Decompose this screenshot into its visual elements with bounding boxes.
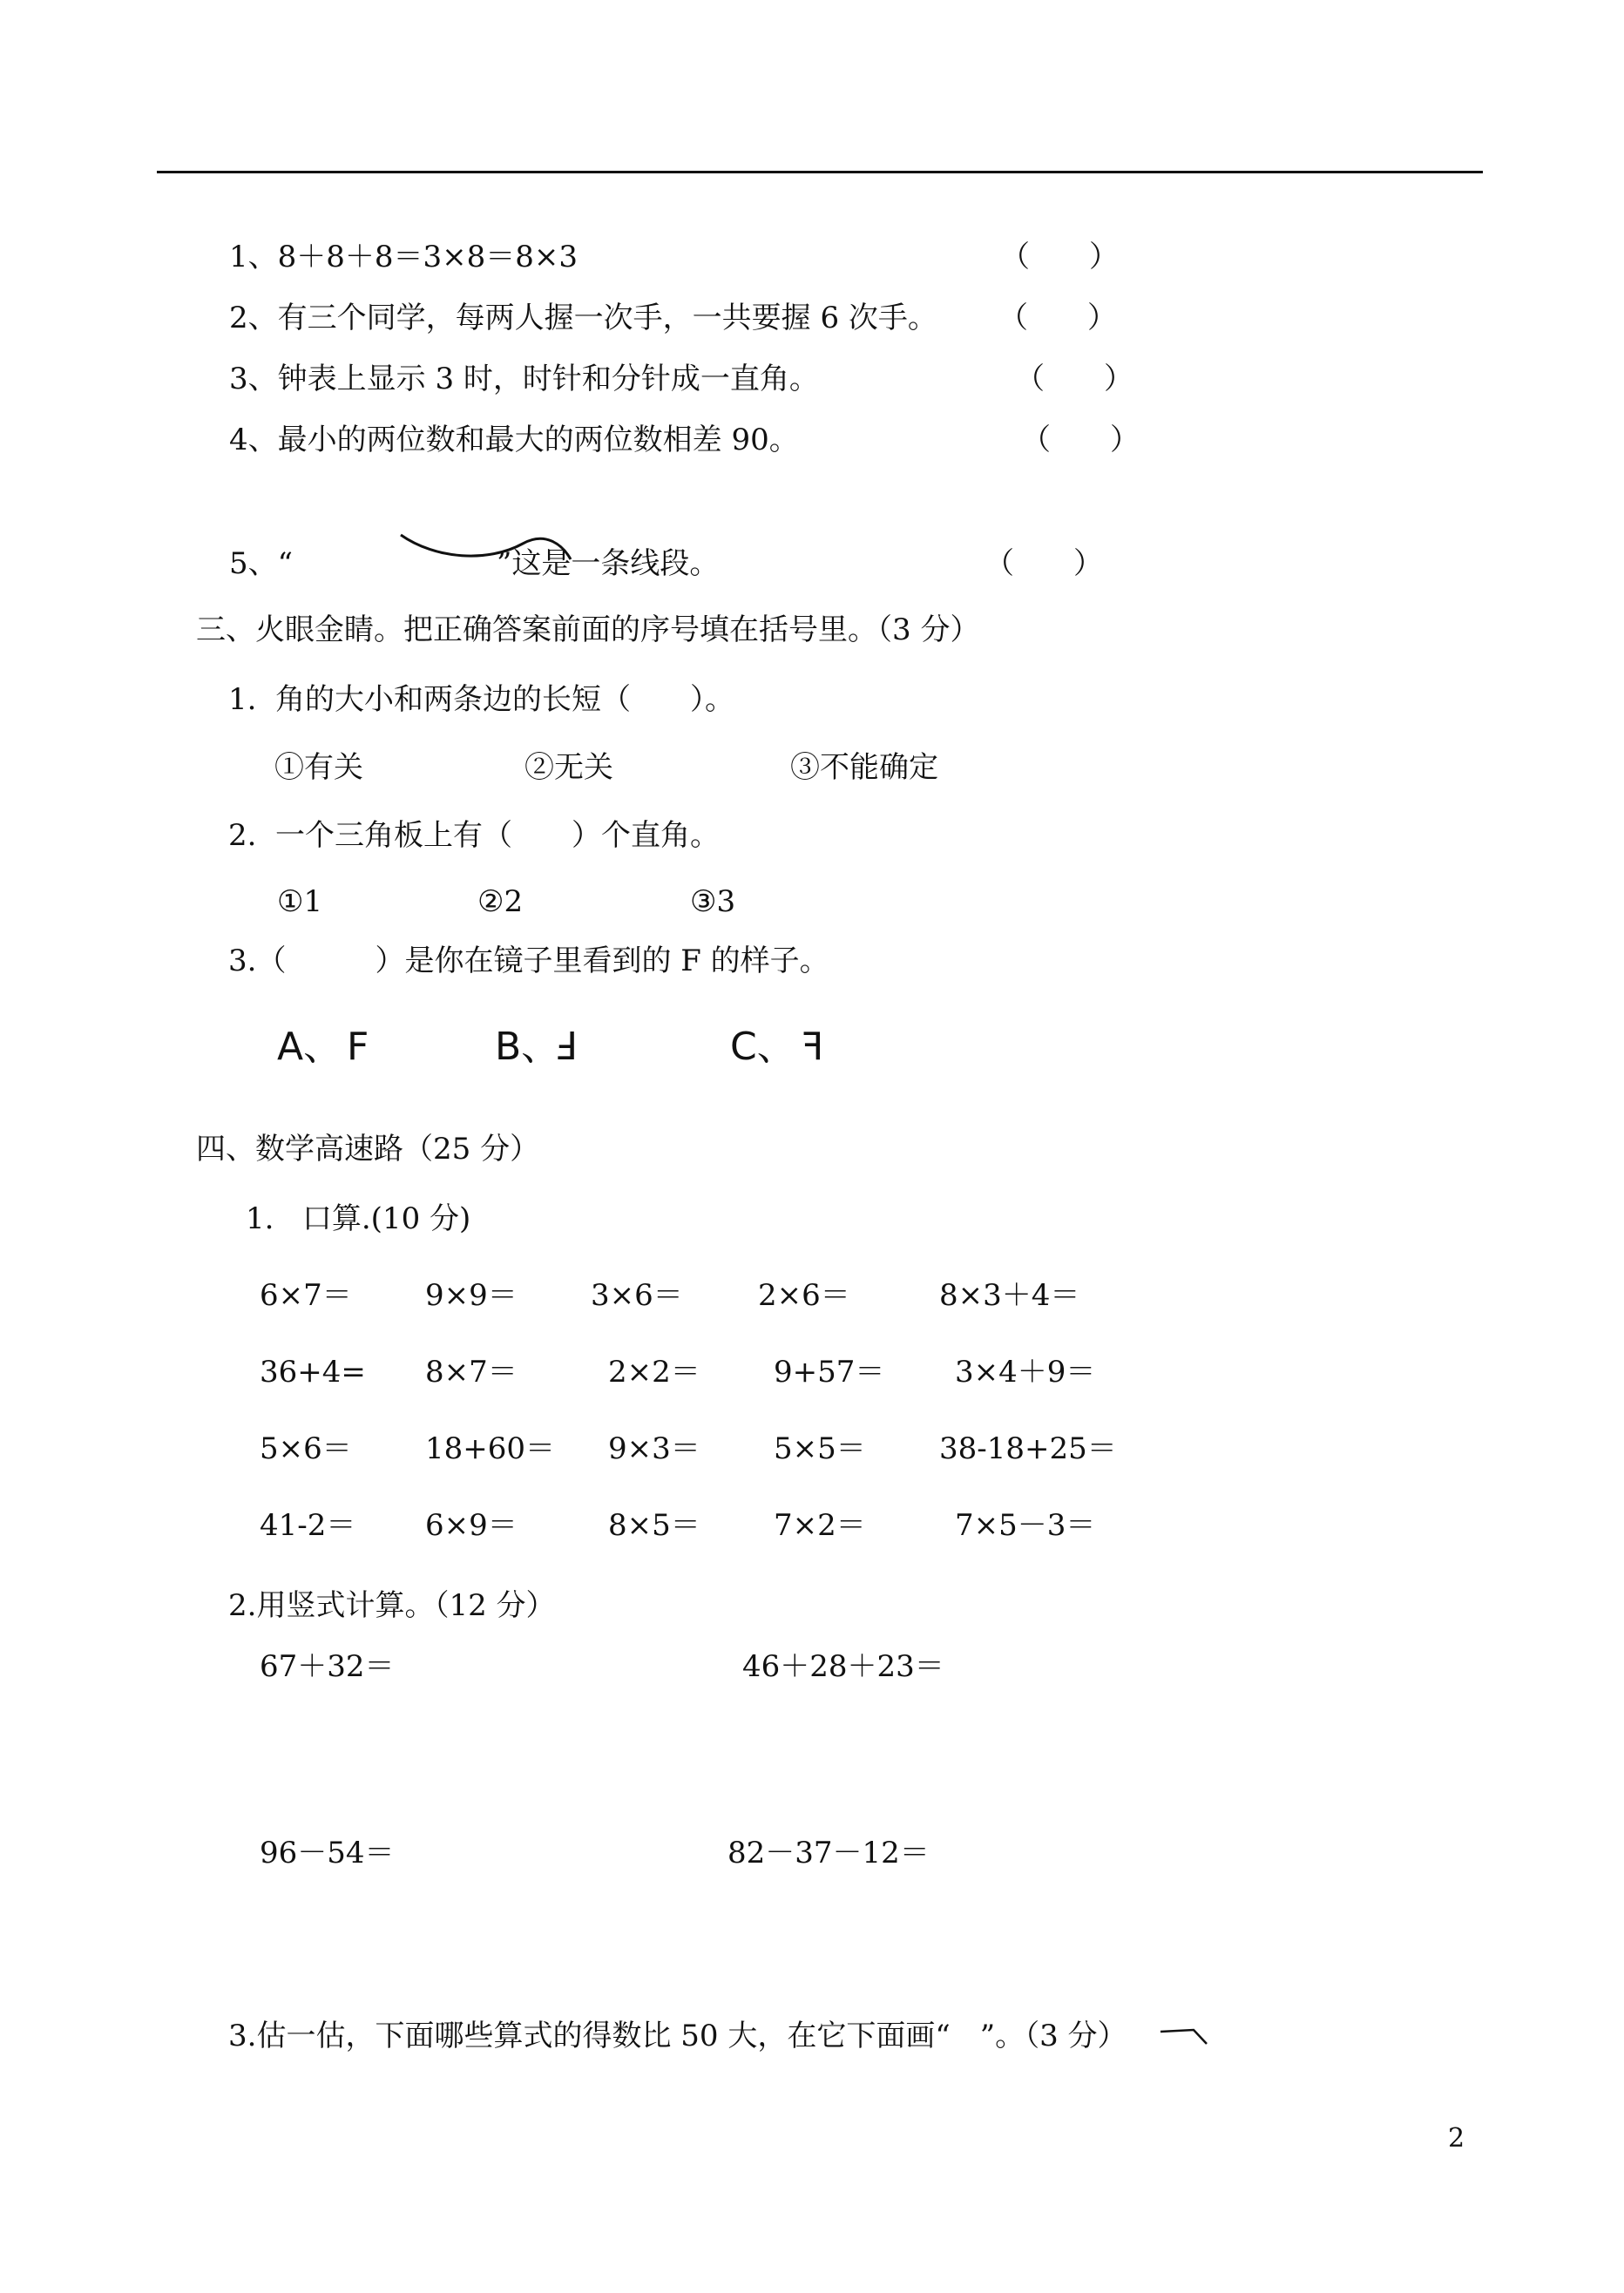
oral-calc-r3-c4: 5×5＝ [774,1431,866,1466]
judge-item-4-paren[interactable]: （ ） [1021,423,1140,457]
section3-q3-option-a-label[interactable]: A、 [277,1025,342,1069]
oral-calc-r2-c4: 9+57＝ [774,1355,885,1390]
section3-q2-option-1[interactable]: ①1 [277,884,323,919]
section3-q2-option-2[interactable]: ②2 [477,884,524,919]
section3-q2-option-3[interactable]: ③3 [690,884,736,919]
judge-item-2-paren[interactable]: （ ） [998,301,1117,335]
oral-calc-r4-c1: 41-2＝ [260,1508,356,1543]
oral-calc-r4-c2: 6×9＝ [425,1508,518,1543]
judge-item-1-paren[interactable]: （ ） [1000,240,1119,274]
section3-q1-option-3[interactable]: ③不能确定 [790,750,938,785]
oral-calc-r1-c1: 6×7＝ [260,1278,352,1313]
oral-calc-title: 1. 口算.(10 分) [246,1201,471,1236]
section3-q1-option-2[interactable]: ②无关 [524,750,613,785]
section3-title: 三、火眼金睛。把正确答案前面的序号填在括号里。（3 分） [196,612,980,647]
vertical-calc-problem-3: 96－54＝ [260,1836,395,1870]
judge-item-2: 2、有三个同学，每两人握一次手，一共要握 6 次手。 [229,301,937,335]
vertical-calc-problem-4: 82－37－12＝ [727,1836,930,1870]
mirrored-f-glyph: ꟻ [802,1025,824,1069]
oral-calc-r4-c3: 8×5＝ [608,1508,700,1543]
judge-item-5-suffix: ”这是一条线段。 [497,546,720,581]
judge-item-3: 3、钟表上显示 3 时，时针和分针成一直角。 [229,362,819,396]
oral-calc-r4-c5: 7×5－3＝ [955,1508,1096,1543]
vertical-calc-problem-2: 46＋28＋23＝ [742,1649,944,1684]
letter-f-glyph: F [347,1025,369,1069]
section3-q3-option-b-label[interactable]: B、 [495,1025,560,1069]
section3-q2-stem: 2. 一个三角板上有（ ）个直角。 [228,818,721,853]
oral-calc-r2-c5: 3×4＋9＝ [955,1355,1096,1390]
section4-title: 四、数学高速路（25 分） [196,1132,540,1167]
oral-calc-r4-c4: 7×2＝ [774,1508,866,1543]
section3-q1-stem: 1. 角的大小和两条边的长短（ ）。 [228,682,735,717]
judge-item-3-paren[interactable]: （ ） [1015,362,1133,396]
section3-q1-option-1[interactable]: ①有关 [274,750,363,785]
oral-calc-r1-c2: 9×9＝ [425,1278,518,1313]
oral-calc-r2-c3: 2×2＝ [608,1355,700,1390]
oral-calc-r1-c4: 2×6＝ [758,1278,850,1313]
judge-item-5-prefix: 5、“ [229,546,294,581]
header-rule [157,171,1483,173]
oral-calc-r2-c2: 8×7＝ [425,1355,518,1390]
stray-pen-mark [1159,2023,1211,2049]
rotated-f-glyph: Ⅎ [554,1025,577,1069]
oral-calc-r3-c5: 38-18+25＝ [939,1431,1117,1466]
oral-calc-r1-c3: 3×6＝ [591,1278,683,1313]
judge-item-5-paren[interactable]: （ ） [985,546,1103,581]
vertical-calc-problem-1: 67＋32＝ [260,1649,395,1684]
vertical-calc-title: 2.用竖式计算。（12 分） [228,1588,556,1623]
judge-item-4: 4、最小的两位数和最大的两位数相差 90。 [229,423,799,457]
oral-calc-r3-c3: 9×3＝ [608,1431,700,1466]
judge-item-1: 1、8＋8＋8＝3×8＝8×3 [229,240,579,274]
oral-calc-r1-c5: 8×3＋4＝ [939,1278,1080,1313]
oral-calc-r3-c2: 18+60＝ [425,1431,556,1466]
page-number: 2 [1448,2123,1465,2154]
oral-calc-r3-c1: 5×6＝ [260,1431,352,1466]
section3-q3-stem: 3.（ ）是你在镜子里看到的 F 的样子。 [228,944,829,978]
oral-calc-r2-c1: 36+4= [260,1355,366,1390]
estimate-question: 3.估一估，下面哪些算式的得数比 50 大，在它下面画“ ”。（3 分） [228,2019,1127,2053]
section3-q3-option-c-label[interactable]: C、 [730,1025,795,1069]
